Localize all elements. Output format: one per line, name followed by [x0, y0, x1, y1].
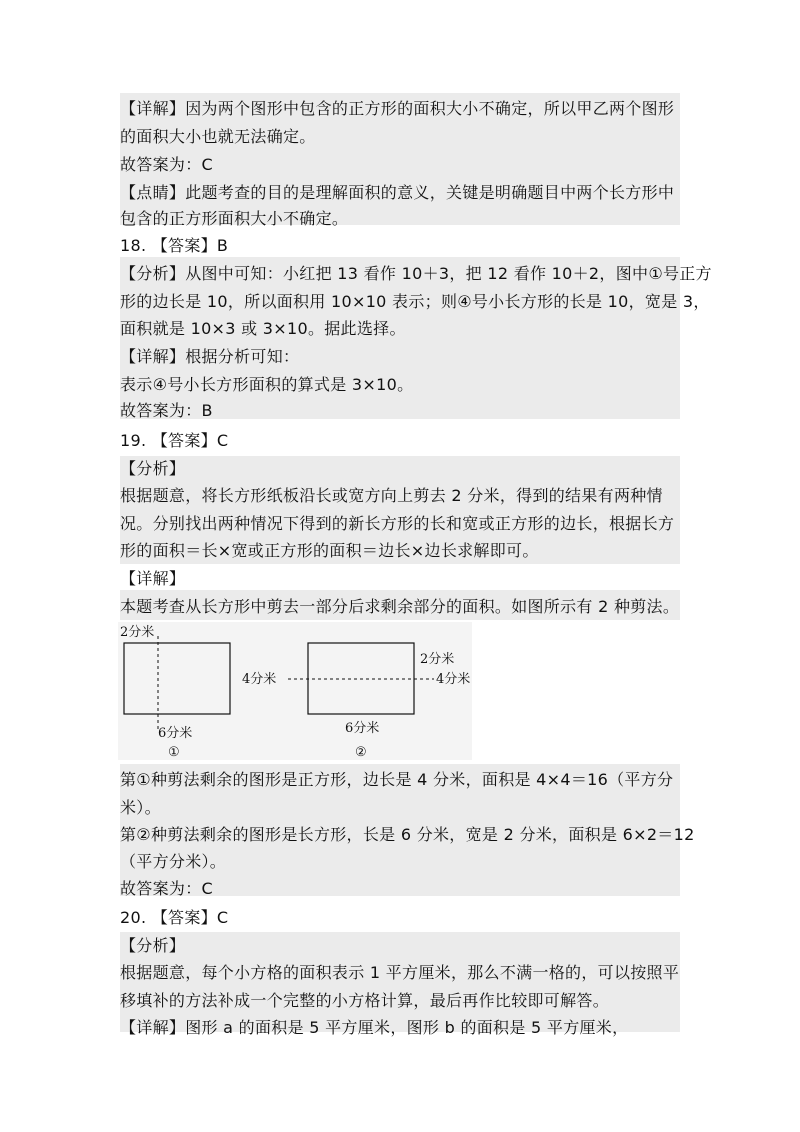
detail-line: 的面积大小也就无法确定。 [120, 127, 316, 146]
figure-2-right-top-label: 2分米 [420, 652, 455, 667]
analysis-line: 【分析】从图中可知：小红把 13 看作 10＋3，把 12 看作 10＋2，图中①号正方 [120, 264, 712, 283]
figure-1-bottom-label: 6分米 [158, 726, 193, 741]
question-18-header: 18. 【答案】B [120, 236, 229, 255]
analysis-line: 根据题意，将长方形纸板沿长或宽方向上剪去 2 分米，得到的结果有两种情 [120, 486, 663, 505]
detail-line: 本题考查从长方形中剪去一部分后求剩余部分的面积。如图所示有 2 种剪法。 [120, 597, 680, 616]
answer-line: 故答案为：C [120, 155, 213, 174]
analysis-line: 面积就是 10×3 或 3×10。据此选择。 [120, 319, 406, 338]
analysis-title: 【分析】 [120, 936, 186, 955]
figure-2-left-label: 4分米 [242, 672, 277, 687]
question-20-header: 20. 【答案】C [120, 908, 229, 927]
detail-line: 表示④号小长方形面积的算式是 3×10。 [120, 375, 414, 394]
result-line: （平方分米）。 [120, 852, 227, 871]
detail-line: 【详解】根据分析可知： [120, 347, 300, 366]
analysis-line: 根据题意，每个小方格的面积表示 1 平方厘米，那么不满一格的，可以按照平 [120, 963, 680, 982]
result-line: 米）。 [120, 798, 161, 817]
figure-2-bottom-label: 6分米 [345, 721, 380, 736]
analysis-line: 况。分别找出两种情况下得到的新长方形的长和宽或正方形的边长，根据长方 [120, 514, 675, 533]
result-line: 第②种剪法剩余的图形是长方形，长是 6 分米，宽是 2 分米，面积是 6×2＝12 [120, 825, 695, 844]
figure-1-rectangle [124, 643, 230, 714]
question-19-header: 19. 【答案】C [120, 431, 229, 450]
cutting-figure [118, 622, 472, 760]
detail-line: 【详解】因为两个图形中包含的正方形的面积大小不确定，所以甲乙两个图形 [120, 99, 675, 118]
analysis-line: 形的面积＝长×宽或正方形的面积＝边长×边长求解即可。 [120, 541, 539, 560]
analysis-line: 形的边长是 10，所以面积用 10×10 表示；则④号小长方形的长是 10，宽是 3， [120, 292, 710, 311]
figure-2-right-label: 4分米 [436, 672, 471, 687]
key-point-line: 包含的正方形面积大小不确定。 [120, 209, 349, 228]
answer-line: 故答案为：C [120, 879, 213, 898]
analysis-title: 【分析】 [120, 459, 186, 478]
answer-line: 故答案为：B [120, 401, 213, 420]
cutting-diagram [118, 622, 472, 760]
result-line: 第①种剪法剩余的图形是正方形，边长是 4 分米，面积是 4×4＝16（平方分 [120, 770, 674, 789]
detail-line: 【详解】图形 a 的面积是 5 平方厘米，图形 b 的面积是 5 平方厘米， [120, 1018, 629, 1037]
analysis-line: 移填补的方法补成一个完整的小方格计算，最后再作比较即可解答。 [120, 991, 610, 1010]
figure-1-number: ① [168, 745, 180, 760]
figure-2-number: ② [355, 745, 367, 760]
key-point-line: 【点睛】此题考查的目的是理解面积的意义，关键是明确题目中两个长方形中 [120, 183, 675, 202]
detail-title: 【详解】 [120, 569, 186, 588]
figure-1-top-label: 2分米 [120, 625, 155, 640]
